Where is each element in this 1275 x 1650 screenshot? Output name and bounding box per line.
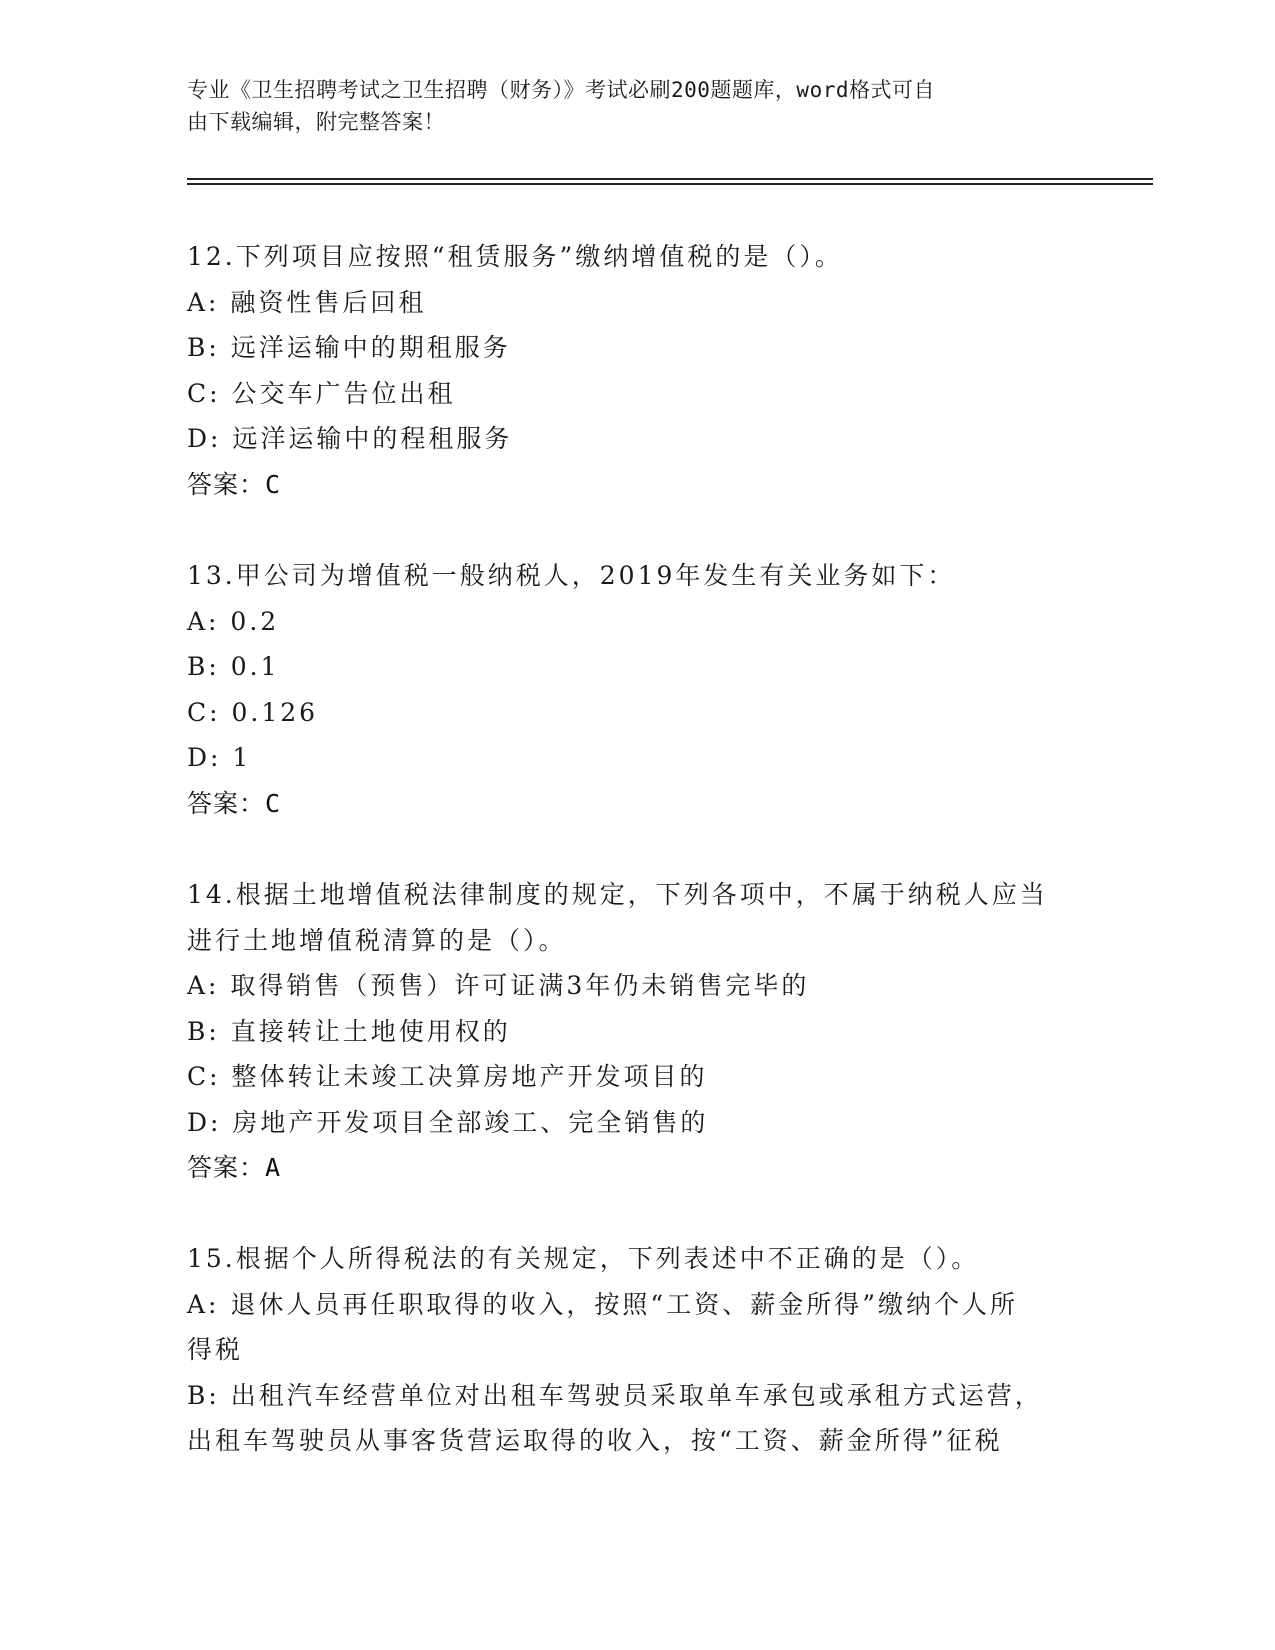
answer-label: 答案： (187, 788, 266, 818)
option-d: D: 房地产开发项目全部竣工、完全销售的 (187, 1107, 709, 1137)
document-header (187, 74, 1067, 138)
question-stem-continued: 进行土地增值税清算的是（）。 (187, 925, 567, 955)
question-15 (187, 1236, 1087, 1464)
header-divider-top (187, 178, 1153, 180)
answer-line (187, 781, 1087, 827)
option-b-continued: 出租车驾驶员从事客货营运取得的收入，按“工资、薪金所得”征税 (187, 1426, 1003, 1455)
option-d: D: 远洋运输中的程租服务 (187, 424, 513, 453)
option-a: A: 0.2 (187, 606, 280, 636)
answer-line (187, 1145, 1087, 1191)
option-a: A: 退休人员再任职取得的收入，按照“工资、薪金所得”缴纳个人所 (187, 1289, 1018, 1319)
question-stem: 14.根据土地增值税法律制度的规定，下列各项中，不属于纳税人应当 (187, 880, 1048, 909)
answer-label: 答案： (187, 469, 266, 499)
header-line-2: 由下载编辑，附完整答案！ (187, 110, 445, 134)
header-line-1: 专业《卫生招聘考试之卫生招聘（财务）》考试必刷200题题库，word格式可自 (187, 78, 935, 102)
question-14 (187, 872, 1087, 1191)
answer-value: C (265, 788, 282, 818)
question-stem: 12.下列项目应按照“租赁服务”缴纳增值税的是（）。 (187, 242, 843, 271)
option-a: A: 取得销售（预售）许可证满3年仍未销售完毕的 (187, 971, 810, 1000)
question-stem: 13.甲公司为增值税一般纳税人，2019年发生有关业务如下： (187, 561, 956, 590)
option-b: B: 0.1 (187, 652, 280, 681)
option-b: B: 直接转让土地使用权的 (187, 1016, 511, 1046)
answer-label: 答案： (187, 1153, 266, 1182)
option-d: D: 1 (187, 743, 252, 772)
question-12 (187, 234, 1087, 507)
answer-line (187, 462, 1087, 508)
answer-value: C (265, 469, 282, 499)
option-c: C: 整体转让未竣工决算房地产开发项目的 (187, 1062, 708, 1091)
answer-value: A (265, 1153, 282, 1182)
question-13 (187, 553, 1087, 826)
option-b: B: 出租汽车经营单位对出租车驾驶员采取单车承包或承租方式运营， (187, 1380, 1043, 1410)
question-stem: 15.根据个人所得税法的有关规定，下列表述中不正确的是（）。 (187, 1244, 980, 1273)
header-divider-bottom (187, 183, 1153, 185)
option-c: C: 0.126 (187, 697, 319, 727)
option-b: B: 远洋运输中的期租服务 (187, 333, 511, 362)
option-a-continued: 得税 (187, 1335, 244, 1364)
option-c: C: 公交车广告位出租 (187, 378, 456, 408)
option-a: A: 融资性售后回租 (187, 287, 427, 317)
